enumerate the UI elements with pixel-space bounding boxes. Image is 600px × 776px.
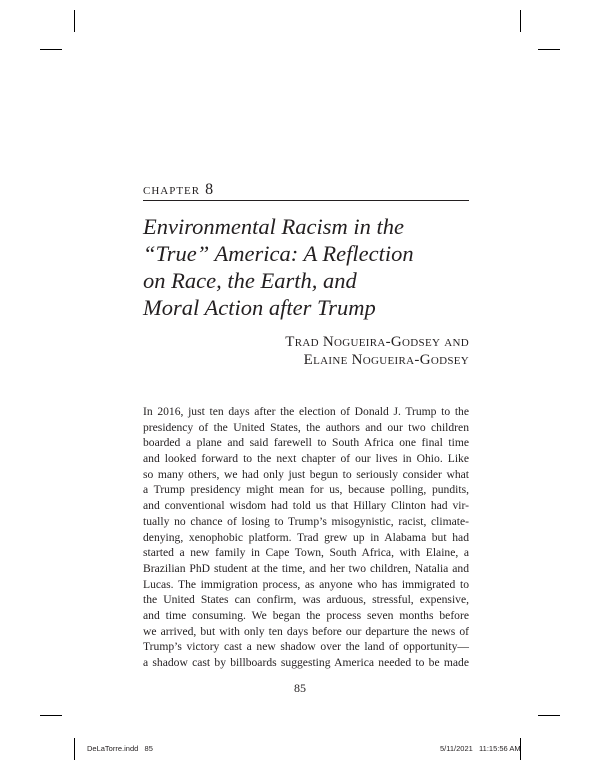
author-line: Trad Nogueira-Godsey and	[285, 334, 469, 350]
crop-mark-top-left	[74, 10, 75, 32]
chapter-title-line: “True” America: A Reflection	[143, 241, 414, 266]
body-line: and conventional wisdom had told us that Hillary Clinton had vir-	[143, 499, 469, 513]
body-paragraph	[143, 404, 469, 671]
slug-filename: DeLaTorre.indd 85	[87, 744, 153, 753]
author-byline	[285, 333, 469, 369]
chapter-title-line: on Race, the Earth, and	[143, 268, 357, 293]
chapter-title-line: Moral Action after Trump	[143, 295, 376, 320]
body-line: so many others, we had only just begun to seriously consider what	[143, 467, 469, 481]
body-line: and time consuming. We began the process seven months before	[143, 608, 469, 622]
body-line: tually no chance of losing to Trump’s misogynistic, racist, climate-	[143, 514, 469, 528]
crop-mark-right-bottom	[538, 715, 560, 716]
chapter-title-line: Environmental Racism in the	[143, 214, 404, 239]
crop-mark-left-top	[40, 49, 62, 50]
body-line: and looked forward to the next chapter of our lives in Ohio. Like	[143, 452, 469, 466]
body-line: a Trump presidency might mean for us, because polling, pundits,	[143, 483, 469, 497]
body-line: a shadow cast by billboards suggesting America needed to be made	[143, 656, 469, 669]
chapter-label: chapter 8	[143, 181, 215, 198]
body-line: Lucas. The immigration process, as anyone who has immigrated to	[143, 577, 469, 591]
page-number: 85	[294, 681, 306, 695]
body-line: presidency of the United States, the authors and our two children	[143, 420, 469, 434]
body-line: boarded a plane and said farewell to South Africa one final time	[143, 436, 469, 450]
slug-timestamp: 5/11/2021 11:15:56 AM	[440, 744, 521, 753]
body-line: started a new family in Cape Town, South Africa, with Elaine, a	[143, 546, 469, 560]
body-line: denying, xenophobic platform. Trad grew up in Alabama but had	[143, 530, 469, 544]
author-line: Elaine Nogueira-Godsey	[303, 352, 469, 368]
crop-mark-left-bottom	[40, 715, 62, 716]
chapter-rule	[143, 200, 469, 201]
chapter-title	[143, 213, 483, 321]
body-line: Trump’s victory cast a new shadow over the land of opportunity—	[143, 640, 469, 654]
body-line: the United States can confirm, was arduous, stressful, expensive,	[143, 593, 469, 607]
body-line: we arrived, but with only ten days before our departure the news of	[143, 624, 469, 638]
body-line: Brazilian PhD student at the time, and her two children, Natalia and	[143, 561, 469, 575]
body-line: In 2016, just ten days after the election of Donald J. Trump to the	[143, 405, 469, 418]
crop-mark-right-top	[538, 49, 560, 50]
crop-mark-bottom-left	[74, 738, 75, 760]
crop-mark-top-right	[520, 10, 521, 32]
